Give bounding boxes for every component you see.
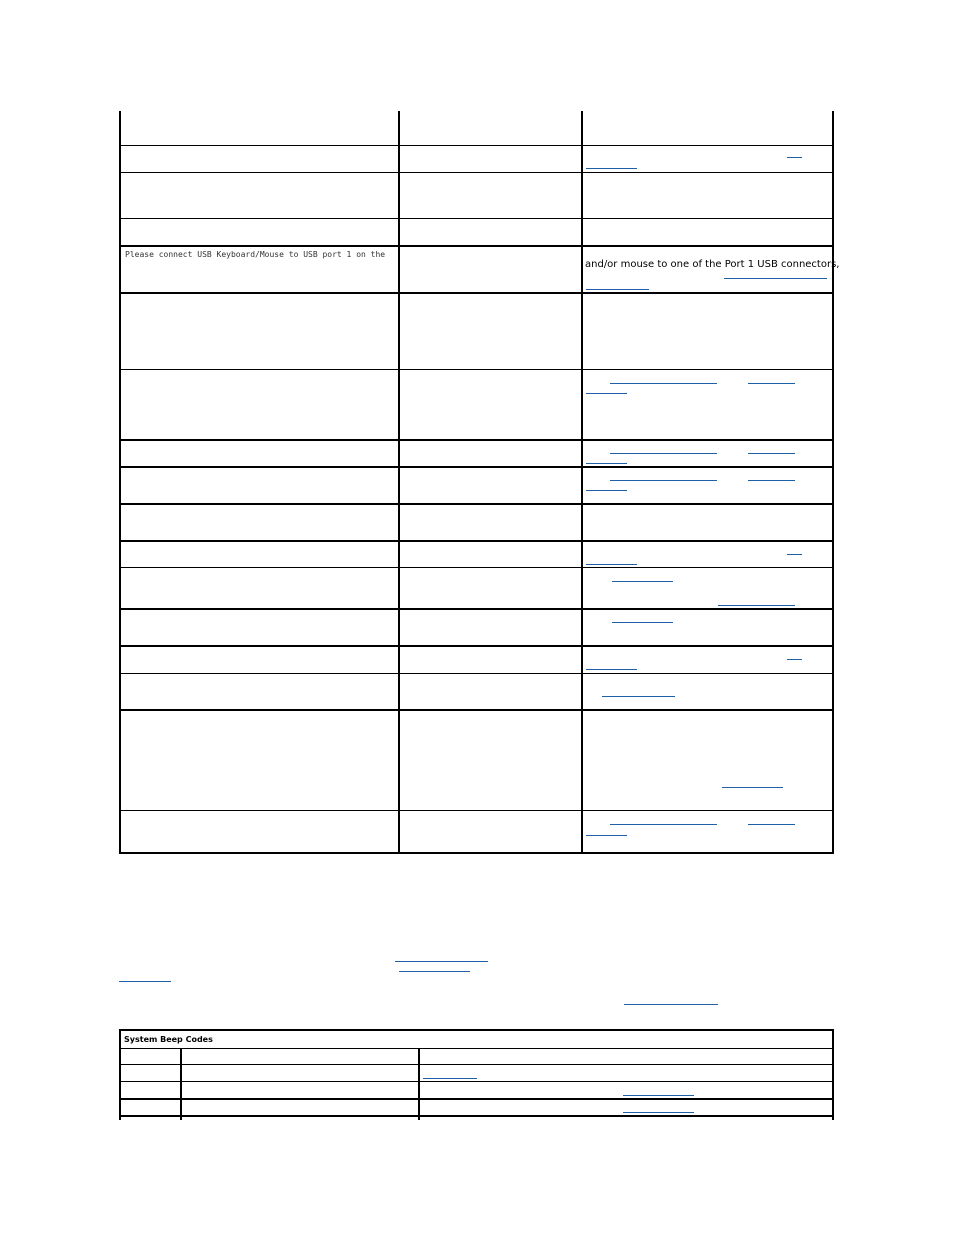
table-caption: System Beep Codes	[124, 1035, 213, 1044]
column-divider-cause-action	[418, 1049, 420, 1120]
action-link[interactable]	[724, 278, 827, 279]
paragraph-link[interactable]	[624, 1004, 718, 1005]
action-link[interactable]	[748, 824, 795, 825]
row-divider	[121, 172, 832, 173]
row-divider	[121, 145, 832, 146]
row-divider	[121, 1064, 832, 1065]
row-divider	[121, 369, 832, 370]
row-divider	[121, 439, 832, 441]
row-divider	[121, 810, 832, 811]
row-divider	[121, 645, 832, 647]
row-divider	[121, 673, 832, 674]
row-divider	[121, 245, 832, 247]
column-divider-code-cause	[180, 1049, 182, 1120]
column-divider-cause-action	[581, 111, 583, 852]
action-link[interactable]	[586, 463, 627, 464]
action-link[interactable]	[748, 383, 795, 384]
row-divider	[121, 466, 832, 468]
action-link[interactable]	[748, 453, 795, 454]
table-row-action: and/or mouse to one of the Port 1 USB connectors,	[585, 259, 840, 270]
action-link[interactable]	[586, 564, 637, 565]
action-link[interactable]	[423, 1078, 477, 1079]
action-link[interactable]	[586, 393, 627, 394]
row-divider	[121, 1081, 832, 1082]
action-link[interactable]	[610, 453, 717, 454]
action-link[interactable]	[787, 659, 802, 660]
action-link[interactable]	[610, 383, 717, 384]
action-link[interactable]	[612, 581, 673, 582]
beep-codes-table	[119, 1029, 834, 1120]
table-row-message: Please connect USB Keyboard/Mouse to USB port 1 on the	[125, 250, 386, 259]
action-link[interactable]	[586, 669, 637, 670]
action-link[interactable]	[748, 480, 795, 481]
row-divider	[121, 567, 832, 568]
row-divider	[121, 709, 832, 711]
paragraph-link[interactable]	[399, 971, 470, 972]
action-link[interactable]	[610, 480, 717, 481]
row-divider	[121, 503, 832, 505]
action-link[interactable]	[787, 157, 802, 158]
paragraph-link[interactable]	[395, 961, 488, 962]
row-divider	[121, 292, 832, 294]
action-link[interactable]	[602, 696, 675, 697]
row-divider	[121, 1115, 832, 1117]
column-divider-message-cause	[398, 111, 400, 852]
row-divider	[121, 1098, 832, 1100]
action-link[interactable]	[623, 1095, 694, 1096]
action-link[interactable]	[586, 289, 649, 290]
action-link[interactable]	[612, 622, 673, 623]
action-link[interactable]	[718, 605, 795, 606]
action-link[interactable]	[722, 787, 783, 788]
paragraph-link[interactable]	[119, 981, 171, 982]
action-link[interactable]	[586, 490, 627, 491]
action-link[interactable]	[610, 824, 717, 825]
row-divider	[121, 540, 832, 542]
row-divider	[121, 1048, 832, 1049]
action-link[interactable]	[586, 835, 627, 836]
action-link[interactable]	[586, 168, 637, 169]
action-link[interactable]	[623, 1112, 694, 1113]
system-messages-table	[119, 111, 840, 854]
row-divider	[121, 608, 832, 610]
action-link[interactable]	[787, 554, 802, 555]
row-divider	[121, 218, 832, 219]
